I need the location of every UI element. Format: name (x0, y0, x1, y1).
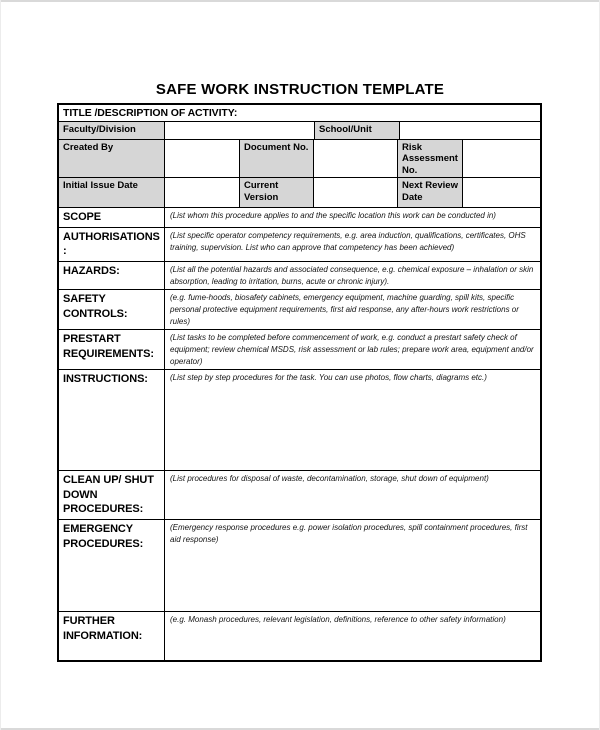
section-row-authorisations (59, 228, 540, 262)
initial-issue-date-label: Initial Issue Date (59, 178, 165, 207)
row-issue-version-review (59, 178, 540, 208)
safety-controls-label: SAFETY CONTROLS: (59, 290, 165, 329)
instructions-description[interactable]: (List step by step procedures for the task. You can use photos, flow charts, diagrams etc.) (170, 373, 487, 383)
instructions-label: INSTRUCTIONS: (59, 370, 165, 470)
section-row-instructions (59, 370, 540, 471)
faculty-division-label: Faculty/Division (59, 122, 165, 139)
title-description-label[interactable]: TITLE /DESCRIPTION OF ACTIVITY: (63, 107, 238, 119)
section-row-safety-controls (59, 290, 540, 330)
initial-issue-date-value-cell[interactable] (165, 178, 240, 207)
further-information-label: FURTHER INFORMATION: (59, 612, 165, 660)
row-faculty-school (59, 122, 540, 140)
safety-controls-description[interactable]: (e.g. fume-hoods, biosafety cabinets, emergency equipment, machine guarding, spill kits, specific personal protective equipment requirements, first aid response, any after-hours work restrictions or rules) (170, 293, 519, 327)
clean-up-shut-down-label: CLEAN UP/ SHUT DOWN PROCEDURES: (59, 471, 165, 519)
authorisations-description[interactable]: (List specific operator competency requirements, e.g. area induction, qualifications, certificates, OHS training, supervision. List who can approve that competency has been achieved) (170, 230, 526, 252)
section-row-further-information (59, 612, 540, 660)
document-no-label: Document No. (240, 140, 314, 177)
created-by-value-cell[interactable] (165, 140, 240, 177)
document-title: SAFE WORK INSTRUCTION TEMPLATE (155, 81, 445, 98)
current-version-value-cell[interactable] (314, 178, 398, 207)
page-top-edge (0, 0, 600, 2)
section-row-scope (59, 208, 540, 228)
current-version-label: Current Version (240, 178, 314, 207)
risk-assessment-no-value-cell[interactable] (463, 140, 540, 177)
further-information-description[interactable]: (e.g. Monash procedures, relevant legislation, definitions, reference to other safety information) (170, 614, 506, 624)
scope-description[interactable]: (List whom this procedure applies to and the specific location this work can be conducted in) (170, 211, 496, 221)
row-title-description (59, 105, 540, 122)
created-by-label: Created By (59, 140, 165, 177)
emergency-procedures-description[interactable]: (Emergency response procedures e.g. power isolation procedures, spill containment procedures, first aid response) (170, 522, 528, 544)
section-row-emergency-procedures (59, 520, 540, 612)
clean-up-shut-down-description[interactable]: (List procedures for disposal of waste, decontamination, storage, shut down of equipment) (170, 474, 489, 484)
faculty-division-value-cell[interactable] (165, 122, 315, 139)
hazards-label: HAZARDS: (59, 262, 165, 289)
section-row-prestart-requirements (59, 330, 540, 370)
page-left-edge (0, 0, 1, 730)
hazards-description[interactable]: (List all the potential hazards and associated consequence, e.g. chemical exposure – inhalation or skin absorption, leading to irritation, burns, acute or chronic injury). (170, 265, 534, 287)
swi-template-table (57, 103, 542, 662)
prestart-requirements-label: PRESTART REQUIREMENTS: (59, 330, 165, 369)
next-review-date-label: Next Review Date (398, 178, 463, 207)
risk-assessment-no-label: Risk Assessment No. (398, 140, 463, 177)
section-row-clean-up-shut-down (59, 471, 540, 520)
prestart-requirements-description[interactable]: (List tasks to be completed before commencement of work, e.g. conduct a prestart safety check of equipment; review chemical MSDS, risk assessment or lab rules; prepare work area, equipment and/or operator) (170, 333, 534, 367)
document-no-value-cell[interactable] (314, 140, 398, 177)
next-review-date-value-cell[interactable] (463, 178, 540, 207)
school-unit-label: School/Unit (315, 122, 400, 139)
school-unit-value-cell[interactable] (400, 122, 540, 139)
scope-label: SCOPE (59, 208, 165, 227)
emergency-procedures-label: EMERGENCY PROCEDURES: (59, 520, 165, 611)
row-created-document-risk (59, 140, 540, 178)
authorisations-label: AUTHORISATIONS: (59, 228, 165, 261)
section-row-hazards (59, 262, 540, 290)
